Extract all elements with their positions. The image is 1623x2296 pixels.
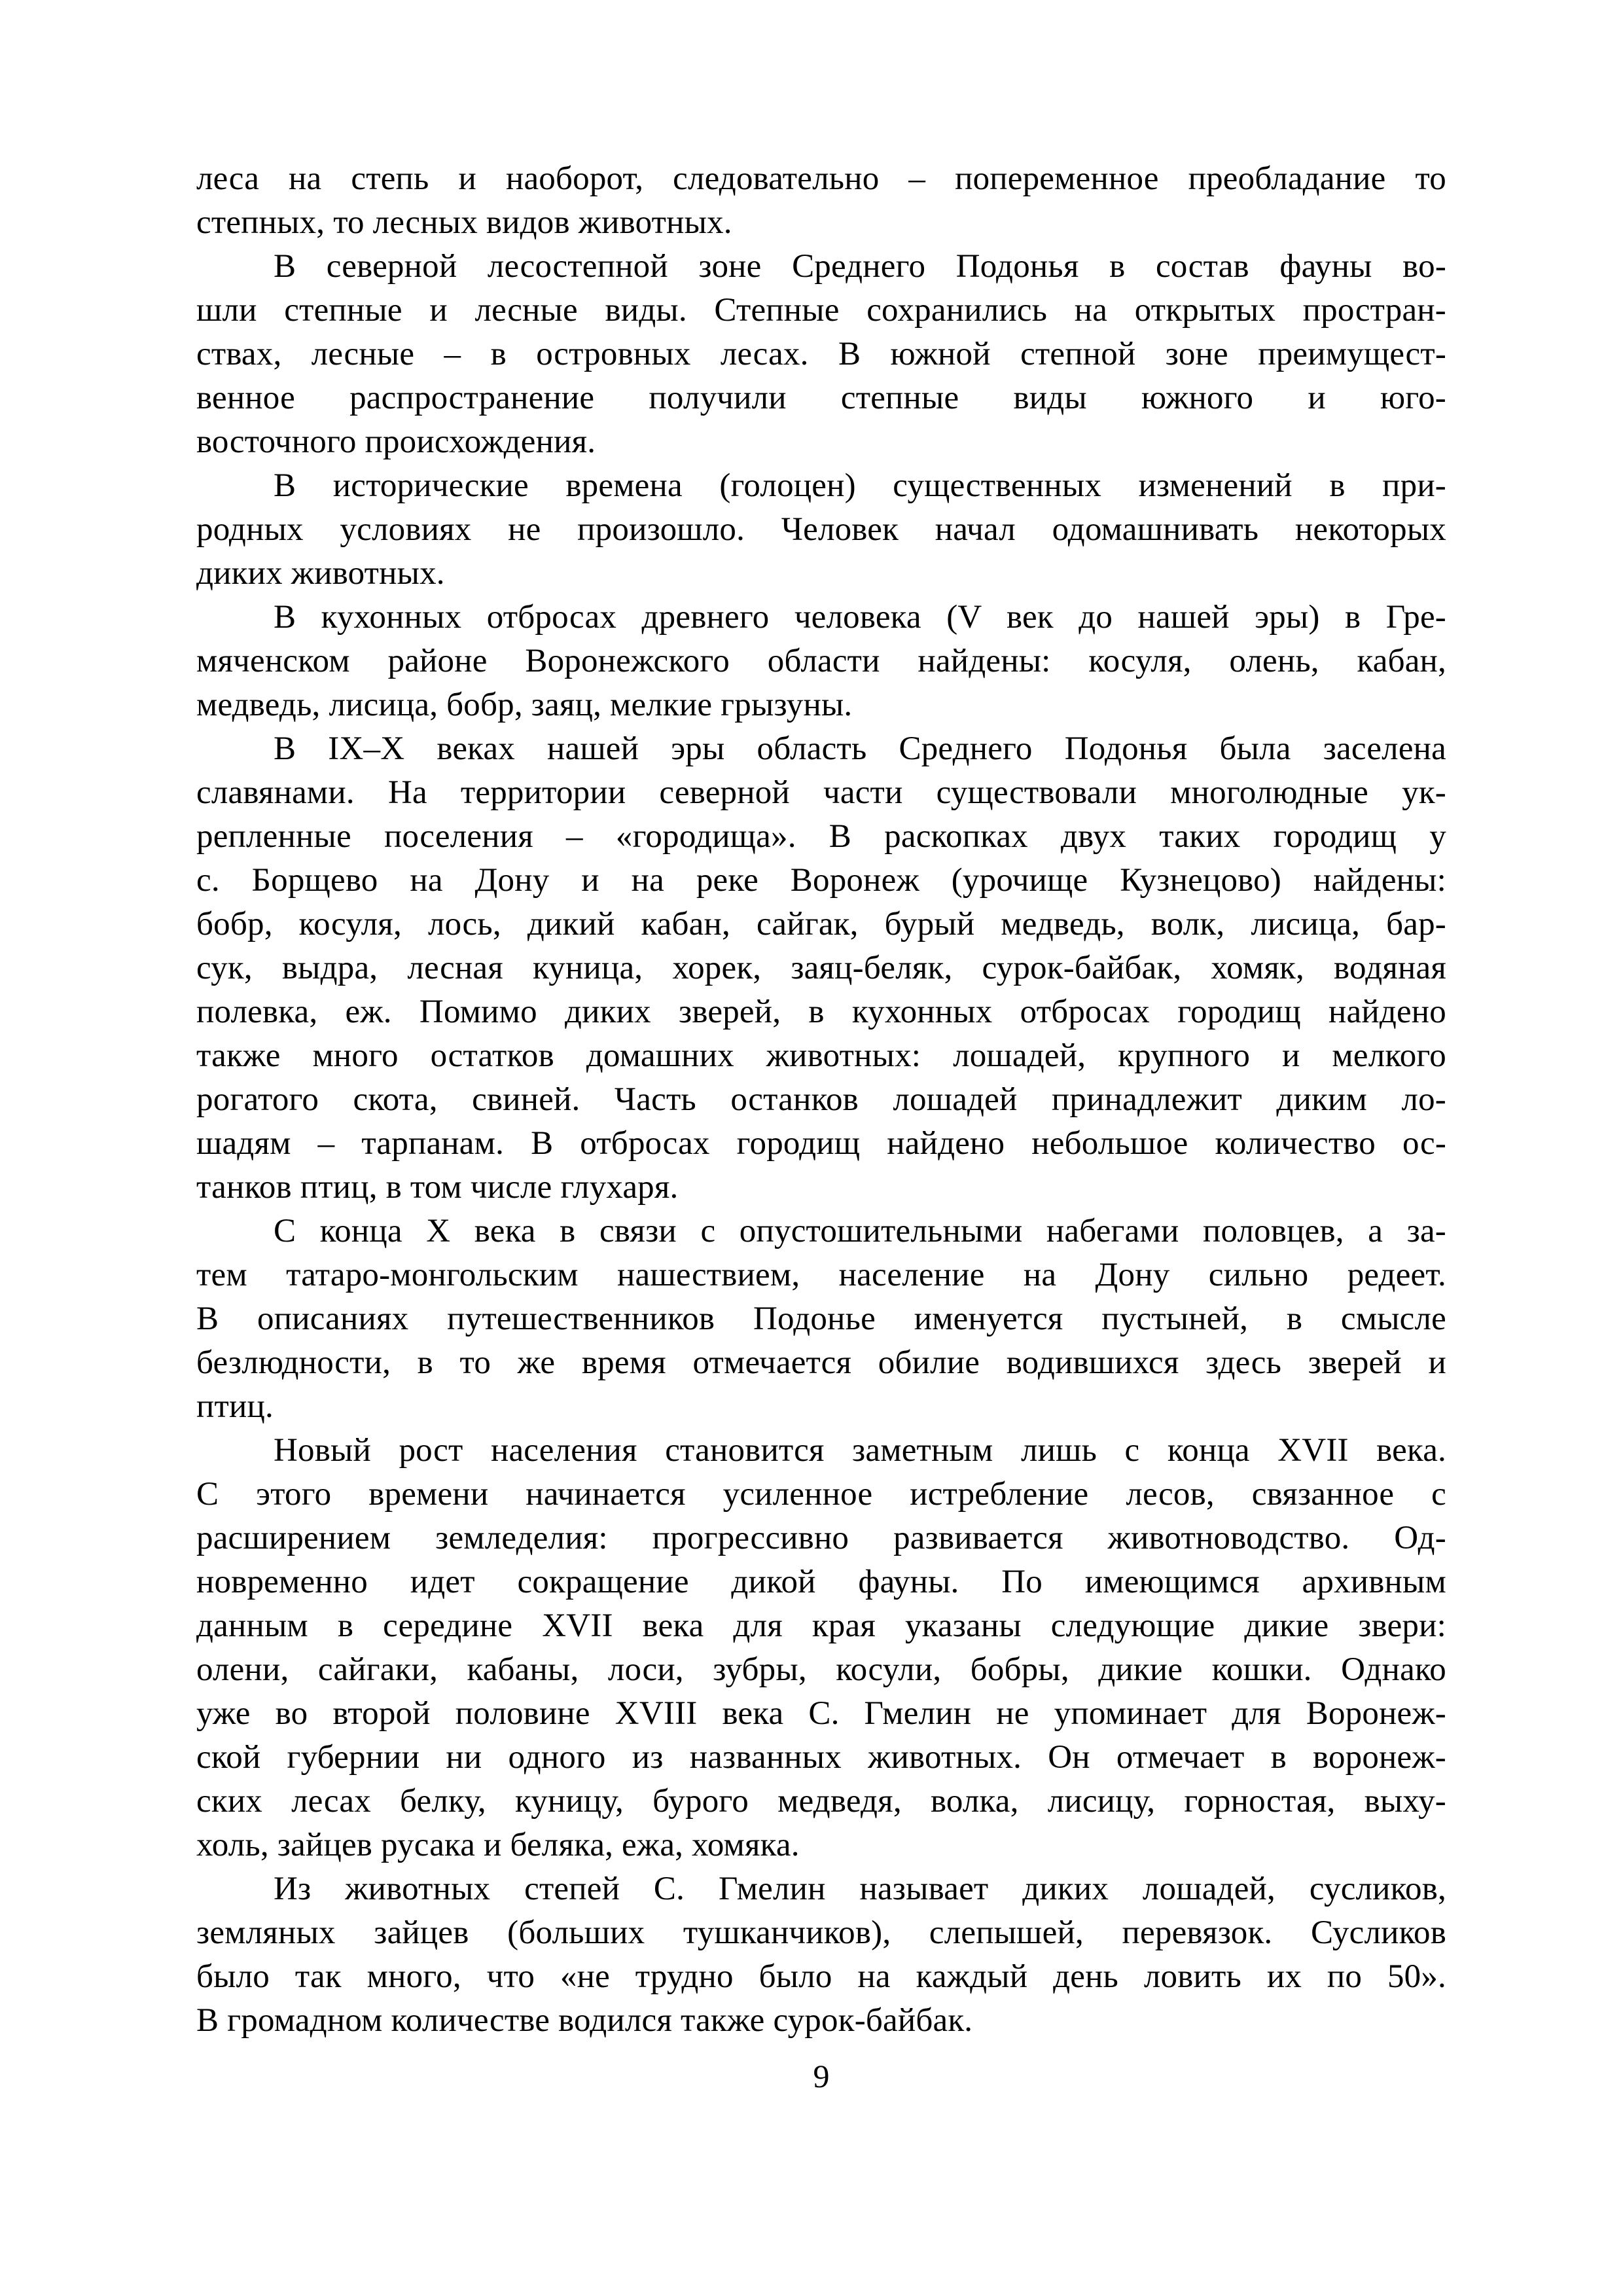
text-line: ской губернии ни одного из названных животных. Он отмечает в воронеж-	[196, 1739, 1446, 1776]
text-line: олени, сайгаки, кабаны, лоси, зубры, косули, бобры, дикие кошки. Однако	[196, 1651, 1446, 1688]
text-line: С конца X века в связи с опустошительными набегами половцев, а за-	[274, 1213, 1446, 1249]
text-line: медведь, лисица, бобр, заяц, мелкие грызуны.	[196, 687, 853, 723]
text-line: В исторические времена (голоцен) существенных изменений в при-	[274, 467, 1446, 504]
text-line: В кухонных отбросах древнего человека (V век до нашей эры) в Гре-	[274, 599, 1446, 636]
text-line: полевка, еж. Помимо диких зверей, в кухонных отбросах городищ найдено	[196, 994, 1446, 1030]
text-line: шадям – тарпанам. В отбросах городищ найдено небольшое количество ос-	[196, 1125, 1446, 1162]
text-line: Из животных степей С. Гмелин называет диких лошадей, сусликов,	[274, 1871, 1446, 1907]
text-line: ствах, лесные – в островных лесах. В южной степной зоне преимущест-	[196, 336, 1446, 372]
text-line: сук, выдра, лесная куница, хорек, заяц-беляк, сурок-байбак, хомяк, водяная	[196, 950, 1446, 986]
text-line: В громадном количестве водился также сурок-байбак.	[196, 2002, 973, 2039]
text-line: леса на степь и наоборот, следовательно – попеременное преобладание то	[196, 160, 1446, 197]
text-line: расширением земледелия: прогрессивно развивается животноводство. Од-	[196, 1520, 1446, 1556]
text-line: родных условиях не произошло. Человек начал одомашнивать некоторых	[196, 511, 1446, 548]
text-line: холь, зайцев русака и беляка, ежа, хомяка.	[196, 1827, 800, 1863]
page-number: 9	[813, 2058, 830, 2094]
text-line: было так много, что «не трудно было на каждый день ловить их по 50».	[196, 1958, 1446, 1995]
text-line: земляных зайцев (больших тушканчиков), слепышей, перевязок. Сусликов	[196, 1914, 1446, 1951]
text-line: ских лесах белку, куницу, бурого медведя, волка, лисицу, горностая, выху-	[196, 1783, 1446, 1820]
text-line: птиц.	[196, 1388, 274, 1425]
text-line: новременно идет сокращение дикой фауны. По имеющимся архивным	[196, 1564, 1446, 1600]
text-line: Новый рост населения становится заметным лишь с конца XVII века.	[274, 1432, 1446, 1469]
text-line: славянами. На территории северной части существовали многолюдные ук-	[196, 774, 1446, 811]
text-block	[196, 157, 1446, 2043]
text-line: репленные поселения – «городища». В раскопках двух таких городищ у	[196, 818, 1446, 855]
text-line: танков птиц, в том числе глухаря.	[196, 1169, 679, 1206]
text-line: восточного происхождения.	[196, 423, 596, 460]
text-line: безлюдности, в то же время отмечается обилие водившихся здесь зверей и	[196, 1344, 1446, 1381]
text-line: В IX–X веках нашей эры область Среднего Подонья была заселена	[274, 730, 1446, 767]
text-line: бобр, косуля, лось, дикий кабан, сайгак, бурый медведь, волк, лисица, бар-	[196, 906, 1446, 942]
text-line: шли степные и лесные виды. Степные сохранились на открытых простран-	[196, 292, 1446, 329]
text-line: уже во второй половине XVIII века С. Гмелин не упоминает для Воронеж-	[196, 1695, 1446, 1732]
text-line: В северной лесостепной зоне Среднего Подонья в состав фауны во-	[274, 248, 1446, 285]
text-line: рогатого скота, свиней. Часть останков лошадей принадлежит диким ло-	[196, 1081, 1446, 1118]
text-line: мяченском районе Воронежского области найдены: косуля, олень, кабан,	[196, 643, 1446, 679]
text-line: В описаниях путешественников Подонье именуется пустыней, в смысле	[196, 1300, 1446, 1337]
text-line: венное распространение получили степные виды южного и юго-	[196, 380, 1446, 416]
text-line: с. Борщево на Дону и на реке Воронеж (урочище Кузнецово) найдены:	[196, 862, 1446, 899]
text-line: тем татаро-монгольским нашествием, население на Дону сильно редеет.	[196, 1257, 1446, 1293]
text-line: диких животных.	[196, 555, 445, 592]
text-line: С этого времени начинается усиленное истребление лесов, связанное с	[196, 1476, 1446, 1513]
text-line: данным в середине XVII века для края указаны следующие дикие звери:	[196, 1607, 1446, 1644]
text-line: степных, то лесных видов животных.	[196, 204, 732, 241]
text-line: также много остатков домашних животных: лошадей, крупного и мелкого	[196, 1037, 1446, 1074]
